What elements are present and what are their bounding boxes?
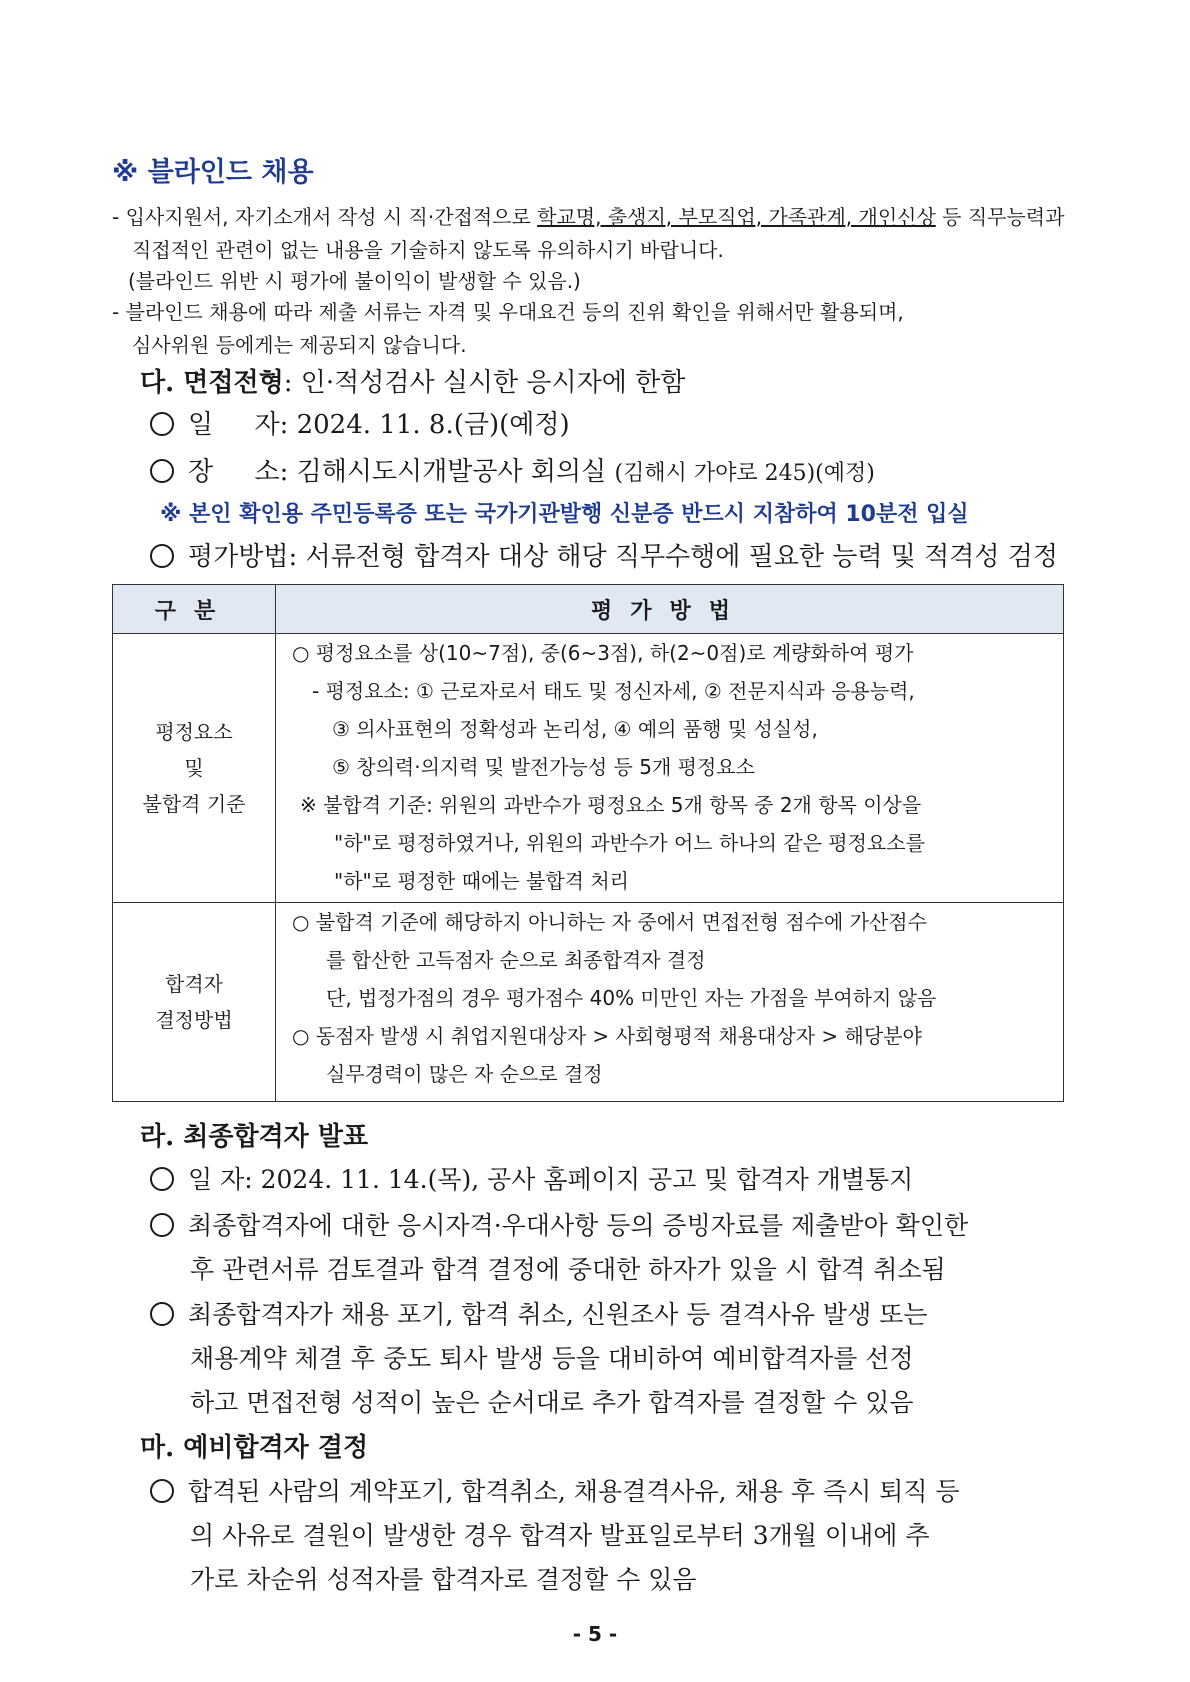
- page-number: - 5 -: [572, 1622, 618, 1646]
- row2-line: 단, 법정가점의 경우 평가점수 40% 미만인 자는 가점을 부여하지 않음: [326, 986, 937, 1010]
- id-notice: ※ 본인 확인용 주민등록증 또는 국가기관발행 신분증 반드시 지참하여 10분전 입실: [160, 502, 969, 527]
- row2-content: [276, 903, 1064, 1102]
- final-item-3: [150, 1295, 927, 1331]
- final-item-3-line3: 하고 면접전형 성적이 높은 순서대로 추가 합격자를 결정할 수 있음: [190, 1388, 914, 1417]
- final-item-1: [150, 1160, 913, 1196]
- header-method: 평가방법: [276, 585, 1064, 634]
- interview-method-label: 평가방법: [188, 542, 289, 572]
- circle-bullet-icon: [150, 1302, 174, 1326]
- circle-bullet-icon: [150, 544, 174, 568]
- interview-place-detail: (김해시 가야로 245)(예정): [614, 461, 875, 486]
- row1-label-line: 및: [184, 756, 204, 780]
- blind-bullet-1-line2: 직접적인 관련이 없는 내용을 기술하지 않도록 유의하시기 바랍니다.: [132, 238, 724, 262]
- interview-date: [150, 404, 570, 441]
- final-item-3-line2: 채용계약 체결 후 중도 퇴사 발생 등을 대비하여 예비합격자를 선정: [190, 1344, 914, 1373]
- reserve-item-1-line2: 의 사유로 결원이 발생한 경우 합격자 발표일로부터 3개월 이내에 추: [190, 1521, 930, 1550]
- circle-bullet-icon: [150, 1213, 174, 1237]
- row1-line: ③ 의사표현의 정확성과 논리성, ④ 예의 품행 및 성실성,: [332, 717, 818, 741]
- blind-bullet-1: [112, 201, 1064, 230]
- interview-heading: [140, 362, 685, 399]
- reserve-item-1-line3: 가로 차순위 성적자를 합격자로 결정할 수 있음: [190, 1565, 697, 1594]
- interview-place-value: : 김해시도시개발공사 회의실: [279, 457, 615, 487]
- blind-heading: ※ 블라인드 채용: [112, 157, 314, 188]
- blind-bullet-1-prefix: - 입사지원서, 자기소개서 작성 시 직·간접적으로: [112, 205, 538, 229]
- blind-bullet-1-suffix: 등 직무능력과: [935, 205, 1065, 229]
- blind-bullet-1-underlined: 학교명, 출생지, 부모직업, 가족관계, 개인신상: [537, 205, 936, 229]
- circle-bullet-icon: [150, 412, 174, 436]
- interview-place: [150, 451, 875, 488]
- interview-place-label: 장 소: [188, 457, 280, 487]
- reserve-heading: 마. 예비합격자 결정: [140, 1433, 369, 1463]
- row1-line: "하"로 평정하였거나, 위원의 과반수가 어느 하나의 같은 평정요소를: [334, 831, 925, 855]
- blind-bullet-2-line2: 심사위원 등에게는 제공되지 않습니다.: [132, 333, 467, 357]
- row2-line: 실무경력이 많은 자 순으로 결정: [326, 1062, 603, 1086]
- row1-content: [276, 634, 1064, 903]
- table-row: [113, 634, 1064, 903]
- final-item-3-line1: 최종합격자가 채용 포기, 합격 취소, 신원조사 등 결격사유 발생 또는: [188, 1300, 928, 1329]
- row1-label-line: 평정요소: [155, 720, 233, 744]
- row1-line: - 평정요소: ① 근로자로서 태도 및 정신자세, ② 전문지식과 응용능력,: [312, 679, 915, 703]
- evaluation-table: [112, 584, 1064, 1102]
- row2-line: 를 합산한 고득점자 순으로 최종합격자 결정: [326, 948, 706, 972]
- reserve-item-1: [150, 1472, 960, 1508]
- blind-bullet-1-line3: (블라인드 위반 시 평가에 불이익이 발생할 수 있음.): [128, 269, 581, 293]
- row2-label-line: 결정방법: [155, 1008, 233, 1032]
- circle-bullet-icon: [150, 1167, 174, 1191]
- row1-line: ○ 평정요소를 상(10~7점), 중(6~3점), 하(2~0점)로 계량화하여 평가: [292, 641, 914, 665]
- interview-heading-rest: : 인·적성검사 실시한 응시자에 한함: [283, 368, 686, 398]
- row2-line: ○ 동점자 발생 시 취업지원대상자 > 사회형평적 채용대상자 > 해당분야: [292, 1024, 922, 1048]
- final-item-1-text: 일 자: 2024. 11. 14.(목), 공사 홈페이지 공고 및 합격자 개별통지: [188, 1165, 914, 1194]
- final-item-2-line2: 후 관련서류 검토결과 합격 결정에 중대한 하자가 있을 시 합격 취소됨: [190, 1255, 946, 1284]
- row1-line: ⑤ 창의력·의지력 및 발전가능성 등 5개 평정요소: [332, 755, 755, 779]
- reserve-item-1-line1: 합격된 사람의 계약포기, 합격취소, 채용결격사유, 채용 후 즉시 퇴직 등: [188, 1477, 960, 1506]
- interview-heading-bold: 다. 면접전형: [140, 368, 284, 398]
- table-row: [113, 903, 1064, 1102]
- table-header-row: [113, 585, 1064, 634]
- row1-line: ※ 불합격 기준: 위원의 과반수가 평정요소 5개 항목 중 2개 항목 이상을: [300, 793, 922, 817]
- final-item-2-line1: 최종합격자에 대한 응시자격·우대사항 등의 증빙자료를 제출받아 확인한: [188, 1211, 969, 1240]
- row2-label-line: 합격자: [165, 972, 223, 996]
- blind-bullet-2: - 블라인드 채용에 따라 제출 서류는 자격 및 우대요건 등의 진위 확인을 위해서만 활용되며,: [112, 300, 904, 324]
- final-item-2: [150, 1206, 968, 1242]
- interview-date-label: 일 자: [188, 410, 280, 440]
- row1-label-line: 불합격 기준: [142, 792, 246, 816]
- circle-bullet-icon: [150, 459, 174, 483]
- interview-date-value: : 2024. 11. 8.(금)(예정): [279, 410, 570, 440]
- interview-method-value: : 서류전형 합격자 대상 해당 직무수행에 필요한 능력 및 적격성 검정: [288, 542, 1059, 572]
- header-category: 구분: [113, 585, 276, 634]
- row2-label: [113, 903, 276, 1102]
- row1-line: "하"로 평정한 때에는 불합격 처리: [334, 869, 629, 893]
- row2-line: ○ 불합격 기준에 해당하지 아니하는 자 중에서 면접전형 점수에 가산점수: [292, 910, 927, 934]
- interview-method: [150, 536, 1058, 573]
- final-heading: 라. 최종합격자 발표: [140, 1122, 369, 1152]
- row1-label: [113, 634, 276, 903]
- circle-bullet-icon: [150, 1479, 174, 1503]
